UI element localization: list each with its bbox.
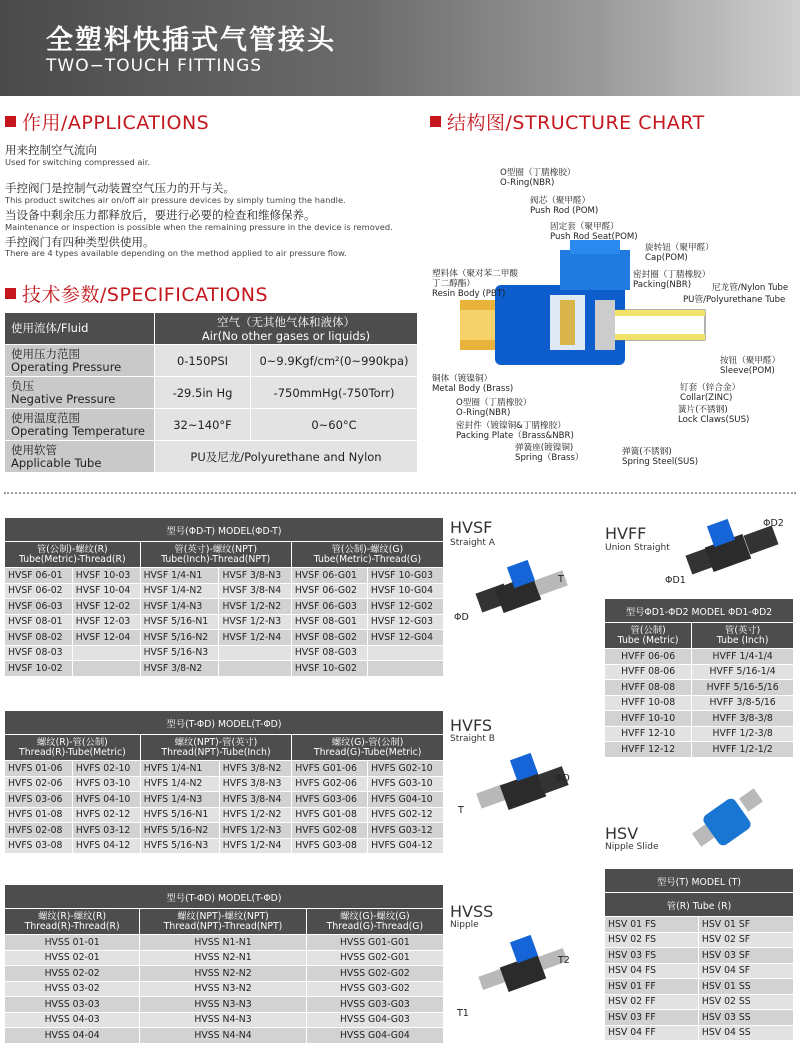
table-title: 型号(T-ΦD) MODEL(T-ΦD) <box>5 885 444 909</box>
hsv-name: HSV <box>605 824 639 843</box>
table-cell: HVFS 02-10 <box>72 761 140 777</box>
table-row <box>5 583 444 599</box>
table-cell: HVSS 02-02 <box>5 966 140 982</box>
table-cell: HVSS N3-N3 <box>140 997 307 1013</box>
table-cell: HVSF 10-04 <box>72 583 140 599</box>
table-cell: HVSS N4-N4 <box>140 1028 307 1044</box>
specifications-table <box>4 312 418 473</box>
dim-label: ΦD <box>555 773 570 784</box>
table-cell: HVSS G03-G02 <box>306 981 443 997</box>
structure-label: O型圈（丁腈橡胶） O-Ring(NBR) <box>500 168 576 188</box>
table-cell: HVSF 1/2-N2 <box>219 599 291 615</box>
table-cell: HVFS G03-08 <box>292 838 368 854</box>
table-cell: HVFS 1/2-N4 <box>219 838 291 854</box>
spec-value: PU及尼龙/Polyurethane and Nylon <box>155 441 418 473</box>
app-line-en: Used for switching compressed air. <box>5 157 151 167</box>
table-cell: HVSF 12-G03 <box>367 614 443 630</box>
app-line-en: Maintenance or inspection is possible when the remaining pressure in the device is removed. <box>5 222 393 232</box>
table-cell: HVFS G01-08 <box>292 807 368 823</box>
hvsf-product-image <box>468 553 578 633</box>
structure-label: 钉套（锌合金） Collar(ZINC) <box>680 383 741 403</box>
collar-shape <box>595 300 615 350</box>
table-cell: HVSF 06-02 <box>5 583 73 599</box>
app-line-cn: 当设备中剩余压力都释放后，要进行必要的检查和维修保养。 <box>5 208 316 222</box>
table-cell: HVSF 1/4-N2 <box>140 583 219 599</box>
table-row <box>5 1028 444 1044</box>
table-cell: HVFS G04-12 <box>368 838 444 854</box>
table-cell: HVSF 10-03 <box>72 568 140 584</box>
spec-value: 0~9.9Kgf/cm²(0~990kpa) <box>251 345 418 377</box>
table-cell: HVFS G03-10 <box>368 776 444 792</box>
hvfs-sub: Straight B <box>450 734 495 744</box>
table-cell: HVSS G04-G03 <box>306 1012 443 1028</box>
spec-row <box>5 409 418 441</box>
table-cell: HSV 03 SS <box>698 1010 793 1026</box>
bullet-square-icon <box>5 116 16 127</box>
table-cell: HVSF 5/16-N2 <box>140 630 219 646</box>
table-cell: HVSS 03-02 <box>5 981 140 997</box>
page-title-en: TWO−TOUCH FITTINGS <box>46 56 263 76</box>
hsv-model-table <box>604 868 794 1041</box>
table-cell: HSV 03 FS <box>605 948 699 964</box>
table-cell: HVSF 3/8-N3 <box>219 568 291 584</box>
table-row <box>605 917 794 933</box>
table-cell: HSV 02 FF <box>605 994 699 1010</box>
table-cell: HSV 02 FS <box>605 932 699 948</box>
column-group-header: 螺纹(R)-管(公制) Thread(R)-Tube(Metric) <box>5 735 141 761</box>
table-cell: HSV 02 SS <box>698 994 793 1010</box>
table-row <box>605 664 794 680</box>
table-row <box>5 823 444 839</box>
bullet-square-icon <box>430 116 441 127</box>
header-banner <box>0 0 800 96</box>
table-cell: HVFS 01-08 <box>5 807 73 823</box>
table-cell: HSV 03 SF <box>698 948 793 964</box>
spec-row <box>5 441 418 473</box>
hvss-model-table <box>4 884 444 1044</box>
hvsf-model-table <box>4 517 444 677</box>
table-title: 型号(T) MODEL (T) <box>605 869 794 893</box>
table-cell: HVFS G03-12 <box>368 823 444 839</box>
table-cell: HVSF 3/8-N4 <box>219 583 291 599</box>
table-cell: HVSF 10-02 <box>5 661 73 677</box>
spec-value: -29.5in Hg <box>155 377 251 409</box>
table-row <box>5 661 444 677</box>
column-group-header: 螺纹(NPT)-管(英寸) Thread(NPT)-Tube(Inch) <box>140 735 292 761</box>
specifications-title: 技术参数/SPECIFICATIONS <box>5 280 268 307</box>
table-row <box>605 932 794 948</box>
app-line-cn: 手控阀门有四种类型供使用。 <box>5 235 155 249</box>
table-cell: HSV 02 SF <box>698 932 793 948</box>
table-cell: HVSF 5/16-N1 <box>140 614 219 630</box>
table-cell: HSV 01 FF <box>605 979 699 995</box>
table-cell: HVSS 03-03 <box>5 997 140 1013</box>
spring-shape <box>560 300 575 345</box>
table-cell: HVFS G02-12 <box>368 807 444 823</box>
table-row <box>5 1012 444 1028</box>
table-cell: HVFS 01-06 <box>5 761 73 777</box>
table-cell: HVFS 3/8-N4 <box>219 792 291 808</box>
table-cell: HSV 01 SF <box>698 917 793 933</box>
table-cell: HVFS 04-10 <box>72 792 140 808</box>
hsv-sub: Nipple Slide <box>605 842 659 852</box>
spec-label: 负压 Negative Pressure <box>5 377 155 409</box>
cap-top-shape <box>570 240 620 254</box>
table-row <box>5 981 444 997</box>
table-cell: HVSS 02-01 <box>5 950 140 966</box>
table-cell: HVFS G02-06 <box>292 776 368 792</box>
table-row <box>5 935 444 951</box>
table-cell: HVFS 1/4-N1 <box>140 761 219 777</box>
table-cell: HVSF 1/4-N1 <box>140 568 219 584</box>
table-row <box>5 997 444 1013</box>
column-group-header: 螺纹(G)-管(公制) Thread(G)-Tube(Metric) <box>292 735 444 761</box>
structure-label: 密封件（镀镍铜&丁腈橡胶） Packing Plate（Brass&NBR) <box>456 421 574 441</box>
table-row <box>605 1010 794 1026</box>
column-group-header: 螺纹(R)-螺纹(R) Thread(R)-Thread(R) <box>5 909 140 935</box>
table-title: 型号ΦD1-ΦD2 MODEL ΦD1-ΦD2 <box>605 599 794 623</box>
page-title-cn: 全塑料快插式气管接头 <box>46 25 336 56</box>
spec-value: 0-150PSI <box>155 345 251 377</box>
table-cell: HVFS 03-12 <box>72 823 140 839</box>
table-row <box>5 630 444 646</box>
table-cell: HVFF 12-12 <box>605 742 692 758</box>
table-cell: HVFS 04-12 <box>72 838 140 854</box>
structure-label: 按钮（聚甲醛） Sleeve(POM) <box>720 356 781 376</box>
table-cell: HVSF 5/16-N3 <box>140 645 219 661</box>
hvff-name: HVFF <box>605 524 647 543</box>
table-cell <box>72 645 140 661</box>
table-cell: HVFS G03-06 <box>292 792 368 808</box>
table-cell: HVSF 1/4-N3 <box>140 599 219 615</box>
structure-label: PU管/Polyurethane Tube <box>683 295 786 305</box>
column-group-header: 管(英寸)-螺纹(NPT) Tube(Inch)-Thread(NPT) <box>140 542 291 568</box>
dim-label: ΦD2 <box>763 518 784 529</box>
table-row <box>5 807 444 823</box>
table-row <box>605 711 794 727</box>
dim-label: ΦD1 <box>665 575 686 586</box>
spec-value: 空气（无其他气体和液体） Air(No other gases or liquids) <box>155 313 418 345</box>
structure-label: 弹簧(不锈钢) Spring Steel(SUS) <box>622 447 699 467</box>
table-cell: HVSS G02-G01 <box>306 950 443 966</box>
table-cell: HVSS 01-01 <box>5 935 140 951</box>
column-group-header: 螺纹(G)-螺纹(G) Thread(G)-Thread(G) <box>306 909 443 935</box>
table-cell: HVFS G04-10 <box>368 792 444 808</box>
table-cell: HVSF 1/2-N4 <box>219 630 291 646</box>
table-cell: HSV 04 SF <box>698 963 793 979</box>
structure-label: 旋转钮（聚甲醛） Cap(POM) <box>645 243 714 263</box>
table-cell: HVSF 06-G03 <box>291 599 367 615</box>
structure-label: 阀芯（聚甲醛） Push Rod (POM) <box>530 196 599 216</box>
hvff-sub: Union Straight <box>605 543 670 553</box>
hvss-name: HVSS <box>450 902 494 921</box>
table-cell: HSV 04 SS <box>698 1025 793 1041</box>
table-cell: HVSS N3-N2 <box>140 981 307 997</box>
table-row <box>5 950 444 966</box>
table-cell: HVSF 12-G02 <box>367 599 443 615</box>
structure-label: 簧片(不锈钢) Lock Claws(SUS) <box>678 405 750 425</box>
dim-label: ΦD <box>454 612 469 623</box>
table-row <box>5 614 444 630</box>
table-cell: HVFF 08-06 <box>605 664 692 680</box>
table-cell: HVFS 02-12 <box>72 807 140 823</box>
table-cell: HVSF 08-02 <box>5 630 73 646</box>
hvff-model-table <box>604 598 794 758</box>
column-group-header: 管(公制)-螺纹(R) Tube(Metric)-Thread(R) <box>5 542 141 568</box>
table-row <box>5 966 444 982</box>
table-cell: HVFS 1/4-N2 <box>140 776 219 792</box>
table-cell: HVSF 12-04 <box>72 630 140 646</box>
table-cell: HVSF 08-G01 <box>291 614 367 630</box>
table-row <box>605 680 794 696</box>
column-group-header: 管(公制) Tube (Metric) <box>605 623 692 649</box>
table-cell <box>219 661 291 677</box>
applications-title: 作用/APPLICATIONS <box>5 108 209 135</box>
table-cell: HSV 01 FS <box>605 917 699 933</box>
table-cell: HVSF 10-G04 <box>367 583 443 599</box>
cap-shape <box>560 250 630 290</box>
table-cell: HVFF 1/4-1/4 <box>692 649 794 665</box>
dim-label: T1 <box>457 1008 469 1019</box>
structure-label: 塑料体（聚对苯二甲酸丁二醇酯） Resin Body (PBT) <box>432 269 518 299</box>
table-cell: HVSS N2-N2 <box>140 966 307 982</box>
table-cell: HSV 04 FF <box>605 1025 699 1041</box>
dim-label: T <box>458 805 464 816</box>
table-cell: HVSF 10-G03 <box>367 568 443 584</box>
table-row <box>5 776 444 792</box>
table-row <box>5 599 444 615</box>
table-row <box>5 568 444 584</box>
table-cell: HVFF 10-08 <box>605 695 692 711</box>
table-cell: HVSF 12-03 <box>72 614 140 630</box>
app-line-en: There are 4 types available depending on the method applied to air pressure flow. <box>5 248 347 258</box>
table-cell: HVSS G03-G03 <box>306 997 443 1013</box>
table-cell: HVFS 1/4-N3 <box>140 792 219 808</box>
app-line-cn: 用来控制空气流向 <box>5 143 97 157</box>
table-row <box>5 792 444 808</box>
table-cell: HVFS G01-06 <box>292 761 368 777</box>
hvfs-model-table <box>4 710 444 854</box>
table-cell: HVFF 1/2-1/2 <box>692 742 794 758</box>
hvsf-sub: Straight A <box>450 538 495 548</box>
table-cell <box>72 661 140 677</box>
table-cell: HVFS 5/16-N2 <box>140 823 219 839</box>
table-cell: HVSF 08-03 <box>5 645 73 661</box>
table-cell: HVSS G02-G02 <box>306 966 443 982</box>
spec-value: 32~140°F <box>155 409 251 441</box>
structure-label: 密封圈（丁腈橡胶） Packing(NBR) <box>633 270 711 290</box>
table-row <box>605 726 794 742</box>
column-group-header: 螺纹(NPT)-螺纹(NPT) Thread(NPT)-Thread(NPT) <box>140 909 307 935</box>
table-cell: HVFS 5/16-N1 <box>140 807 219 823</box>
spec-row <box>5 377 418 409</box>
structure-label: 弹簧座(镀镍铜) Spring（Brass） <box>515 443 584 463</box>
table-row <box>605 948 794 964</box>
table-cell: HVSS 04-03 <box>5 1012 140 1028</box>
table-cell: HVFF 12-10 <box>605 726 692 742</box>
dim-label: T2 <box>558 955 570 966</box>
spec-value: 0~60°C <box>251 409 418 441</box>
table-row <box>605 979 794 995</box>
structure-label: 铜体（镀镍铜） Metal Body (Brass) <box>432 374 514 394</box>
table-row <box>605 1025 794 1041</box>
column-group-header: 管(R) Tube (R) <box>605 893 794 917</box>
table-cell: HVFS 1/2-N3 <box>219 823 291 839</box>
spec-label: 使用温度范围 Operating Temperature <box>5 409 155 441</box>
table-cell: HVFS 03-10 <box>72 776 140 792</box>
table-cell: HSV 01 SS <box>698 979 793 995</box>
table-row <box>5 645 444 661</box>
tube-stripe <box>605 310 705 316</box>
spec-label: 使用压力范围 Operating Pressure <box>5 345 155 377</box>
table-cell: HVSF 1/2-N3 <box>219 614 291 630</box>
hvss-sub: Nipple <box>450 920 479 930</box>
spec-label: 使用软管 Applicable Tube <box>5 441 155 473</box>
table-cell: HVSF 06-01 <box>5 568 73 584</box>
hvsf-name: HVSF <box>450 518 493 537</box>
table-cell: HVSF 10-G02 <box>291 661 367 677</box>
table-cell: HVSF 06-G01 <box>291 568 367 584</box>
table-cell: HVFF 5/16-5/16 <box>692 680 794 696</box>
hvfs-product-image <box>468 748 578 828</box>
column-group-header: 管(公制)-螺纹(G) Tube(Metric)-Thread(G) <box>291 542 443 568</box>
table-cell: HVFF 1/2-3/8 <box>692 726 794 742</box>
table-row <box>605 742 794 758</box>
hvfs-name: HVFS <box>450 716 493 735</box>
table-cell: HVSS N2-N1 <box>140 950 307 966</box>
table-cell: HVSF 08-G03 <box>291 645 367 661</box>
table-cell: HSV 03 FF <box>605 1010 699 1026</box>
table-cell: HVSF 08-G02 <box>291 630 367 646</box>
section-divider <box>4 492 796 494</box>
table-cell: HVSF 3/8-N2 <box>140 661 219 677</box>
table-cell: HVFF 5/16-1/4 <box>692 664 794 680</box>
table-cell <box>219 645 291 661</box>
table-cell: HVSF 06-03 <box>5 599 73 615</box>
table-cell <box>367 661 443 677</box>
table-cell: HVFS 02-08 <box>5 823 73 839</box>
table-cell: HVFS 3/8-N3 <box>219 776 291 792</box>
table-cell: HVSF 06-G02 <box>291 583 367 599</box>
table-cell: HVFS 5/16-N3 <box>140 838 219 854</box>
table-row <box>605 695 794 711</box>
structure-label: 固定套（聚甲醛） Push Rod Seat(POM) <box>550 222 638 242</box>
table-cell: HVSS 04-04 <box>5 1028 140 1044</box>
table-cell: HVFS G02-08 <box>292 823 368 839</box>
spec-label: 使用流体/Fluid <box>5 313 155 345</box>
structure-title: 结构图/STRUCTURE CHART <box>430 108 705 135</box>
table-row <box>5 761 444 777</box>
table-cell: HVFS 02-06 <box>5 776 73 792</box>
table-title: 型号(ΦD-T) MODEL(ΦD-T) <box>5 518 444 542</box>
app-line-en: This product switches air on/off air pressure devices by simply tuming the handle. <box>5 195 346 205</box>
table-cell: HVSS N4-N3 <box>140 1012 307 1028</box>
hsv-product-image <box>690 782 770 862</box>
table-row <box>605 649 794 665</box>
hvss-product-image <box>468 930 578 1010</box>
table-cell: HVFS 1/2-N2 <box>219 807 291 823</box>
table-cell: HVSF 12-02 <box>72 599 140 615</box>
table-cell: HVSF 12-G04 <box>367 630 443 646</box>
table-cell: HVFF 10-10 <box>605 711 692 727</box>
structure-label: O型圈（丁腈橡胶） O-Ring(NBR) <box>456 398 532 418</box>
table-row <box>5 838 444 854</box>
table-cell: HVSS G01-G01 <box>306 935 443 951</box>
bullet-square-icon <box>5 288 16 299</box>
table-cell: HVFS 3/8-N2 <box>219 761 291 777</box>
table-cell <box>367 645 443 661</box>
tube-stripe <box>605 334 705 340</box>
dim-label: T <box>558 574 564 585</box>
spec-row <box>5 345 418 377</box>
table-row <box>605 963 794 979</box>
app-line-cn: 手控阀门是控制气动装置空气压力的开与关。 <box>5 181 235 195</box>
structure-label: 尼龙管/Nylon Tube <box>712 283 789 293</box>
table-cell: HVFF 3/8-3/8 <box>692 711 794 727</box>
table-cell: HVSS N1-N1 <box>140 935 307 951</box>
table-title: 型号(T-ΦD) MODEL(T-ΦD) <box>5 711 444 735</box>
spec-row <box>5 313 418 345</box>
table-cell: HVSF 08-01 <box>5 614 73 630</box>
table-cell: HVFS 03-08 <box>5 838 73 854</box>
table-cell: HVFS G02-10 <box>368 761 444 777</box>
table-row <box>605 994 794 1010</box>
column-group-header: 管(英寸) Tube (Inch) <box>692 623 794 649</box>
spec-value: -750mmHg(-750Torr) <box>251 377 418 409</box>
table-cell: HVFF 08-08 <box>605 680 692 696</box>
table-cell: HSV 04 FS <box>605 963 699 979</box>
table-cell: HVFF 06-06 <box>605 649 692 665</box>
table-cell: HVSS G04-G04 <box>306 1028 443 1044</box>
table-cell: HVFF 3/8-5/16 <box>692 695 794 711</box>
table-cell: HVFS 03-06 <box>5 792 73 808</box>
